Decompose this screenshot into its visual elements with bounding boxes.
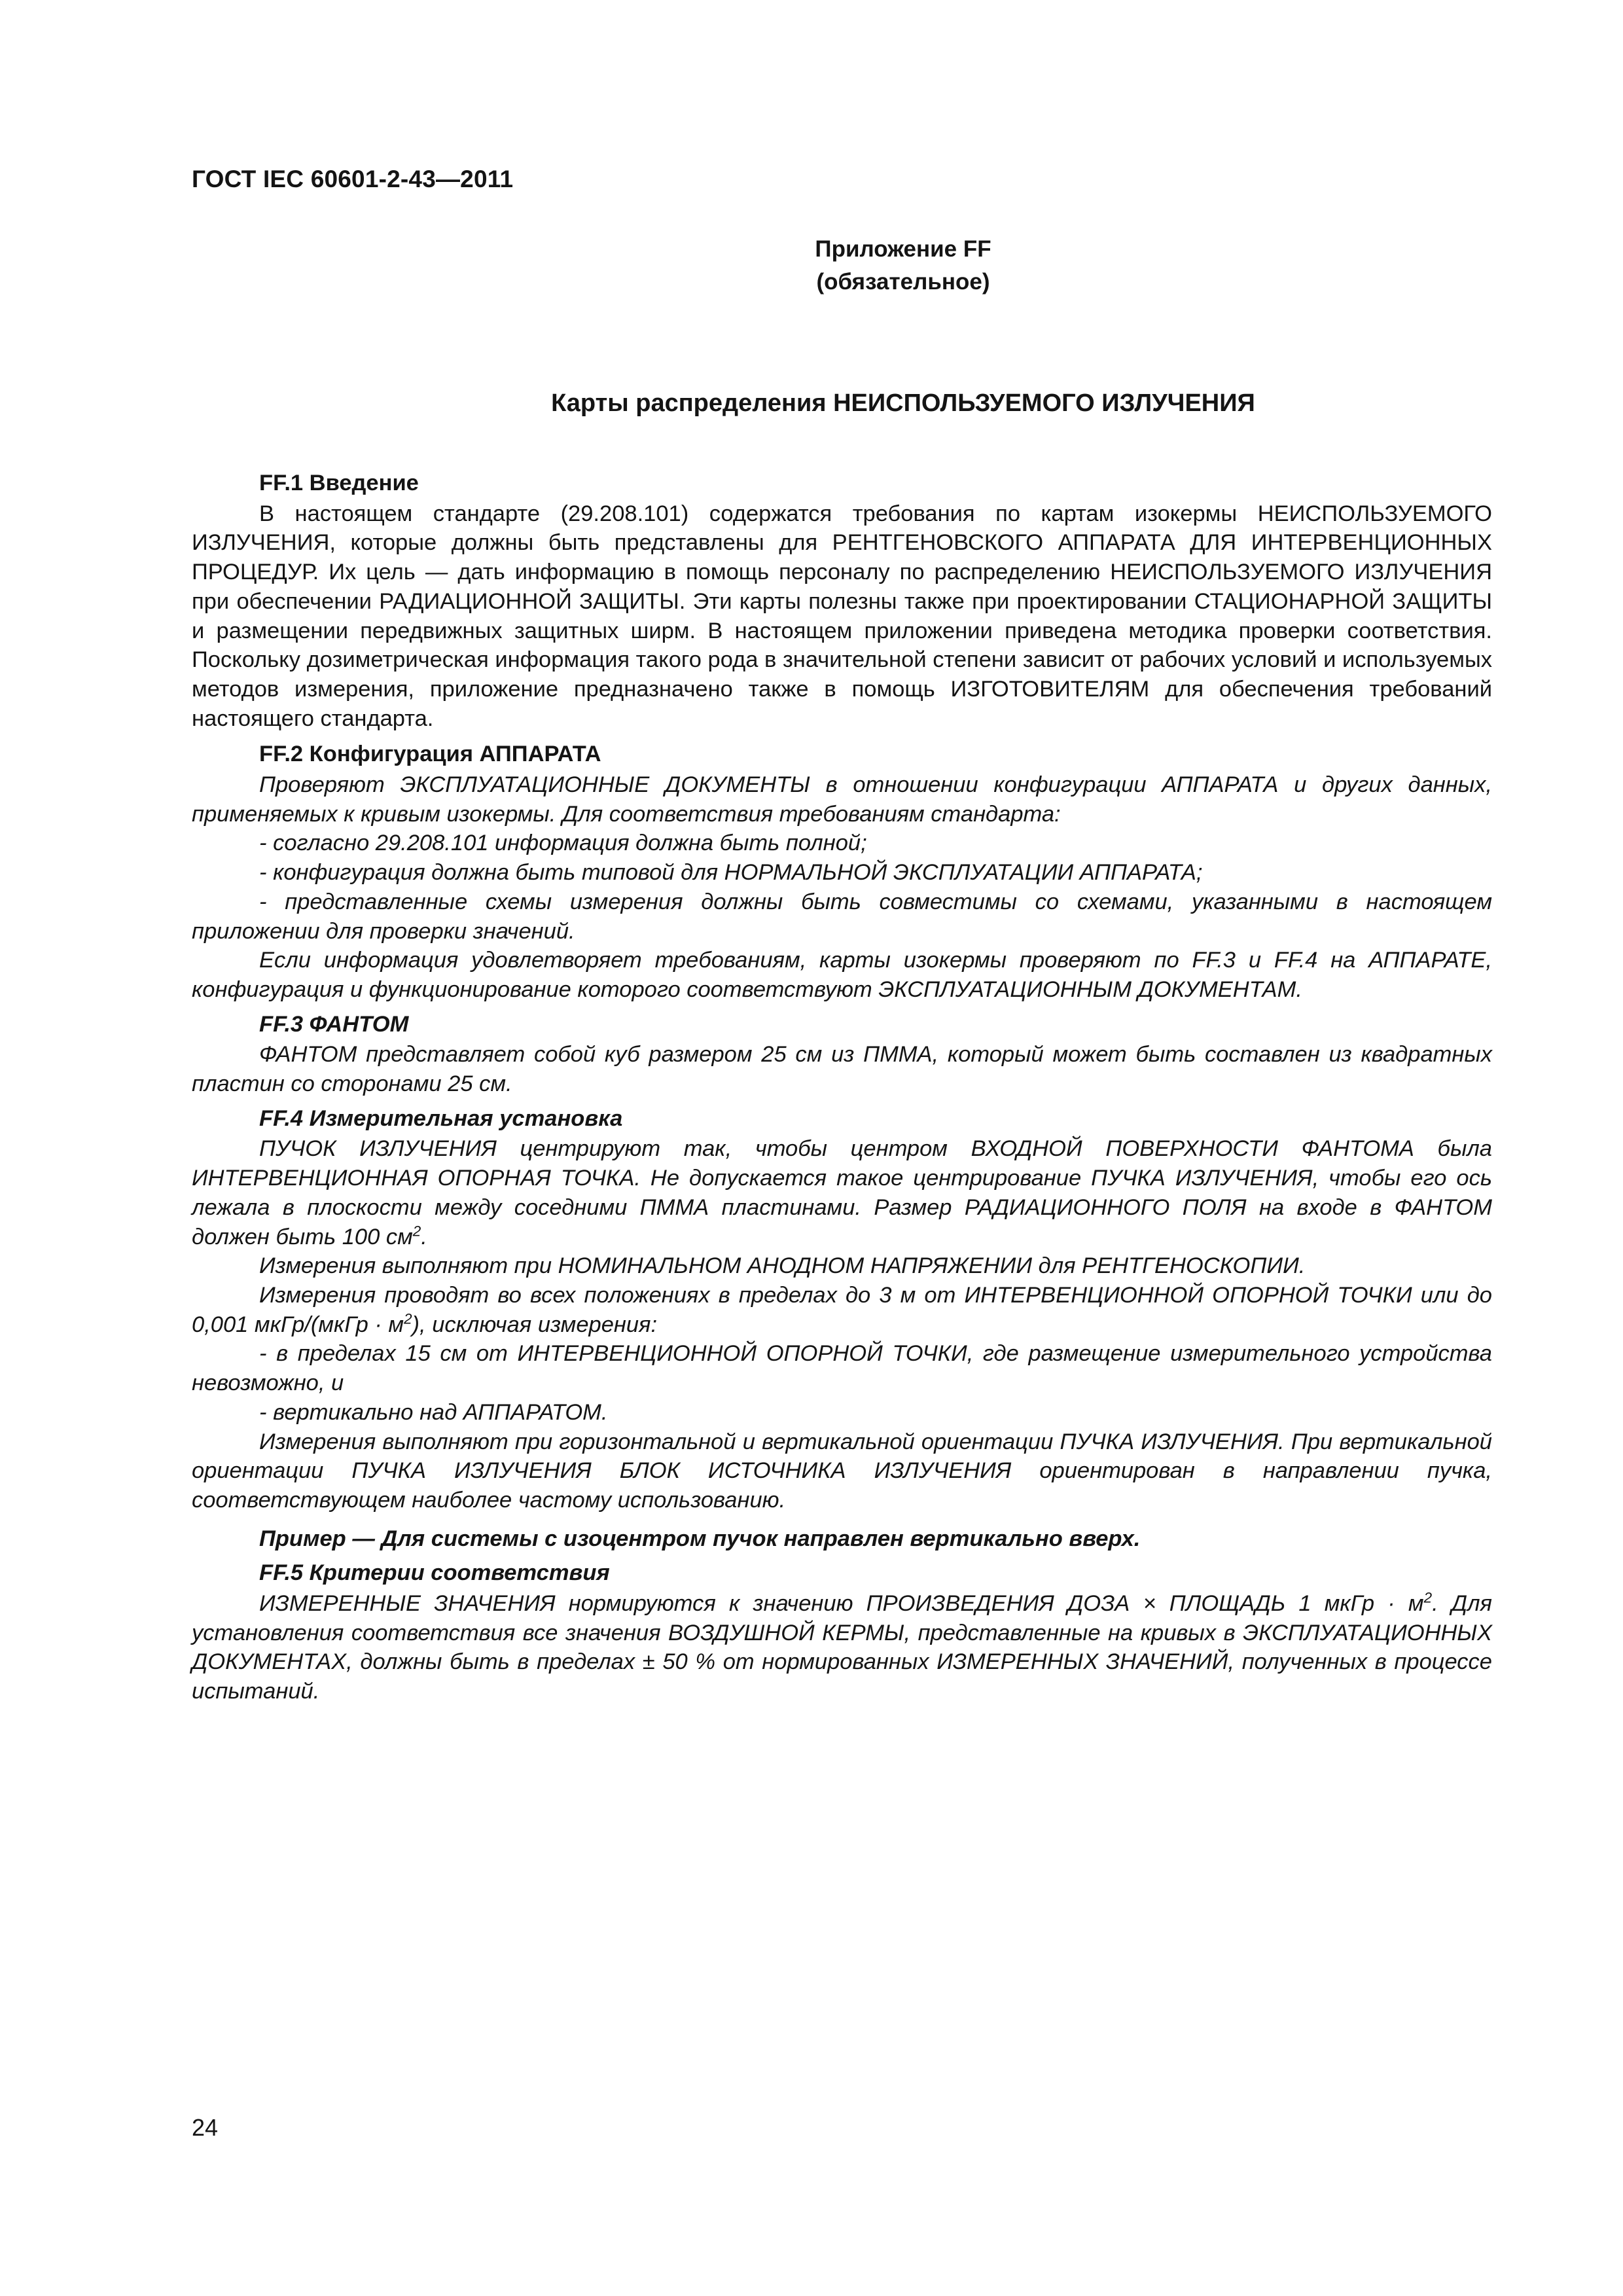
paragraph-ff5-text: ИЗМЕРЕННЫЕ ЗНАЧЕНИЯ нормируются к значению ПРОИЗВЕДЕНИЯ ДОЗА × ПЛОЩАДЬ 1 мкГр · м	[259, 1591, 1424, 1617]
example-note: Пример — Для системы с изоцентром пучок направлен вертикально вверх.	[259, 1526, 1141, 1551]
list-item: - в пределах 15 см от ИНТЕРВЕНЦИОННОЙ ОПОРНОЙ ТОЧКИ, где размещение измерительного устройства невозможно, и	[192, 1341, 1492, 1396]
paragraph-ff4-1-text: ПУЧОК ИЗЛУЧЕНИЯ центрируют так, чтобы центром ВХОДНОЙ ПОВЕРХНОСТИ ФАНТОМА была ИНТЕРВЕНЦИОННАЯ ОПОРНАЯ ТОЧКА. Не допускается такое центрирование ПУЧКА ИЗЛУЧЕНИЯ, чтобы его ось лежала в плоскости между соседними ПММА пластинами. Размер РАДИАЦИОННОГО ПОЛЯ на входе в ФАНТОМ должен быть 100 см	[192, 1136, 1492, 1249]
paragraph-ff4-3-end: ), исключая измерения:	[412, 1312, 658, 1337]
section-heading-ff3: FF.3 ФАНТОМ	[259, 1011, 409, 1037]
paragraph-ff2-outro: Если информация удовлетворяет требованиям, карты изокермы проверяют по FF.3 и FF.4 на АППАРАТЕ, конфигурация и функционирование которого соответствуют ЭКСПЛУАТАЦИОННЫМ ДОКУМЕНТАМ.	[192, 948, 1492, 1002]
superscript: 2	[412, 1223, 421, 1240]
paragraph-ff2-intro: Проверяют ЭКСПЛУАТАЦИОННЫЕ ДОКУМЕНТЫ в отношении конфигурации АППАРАТА и других данных, применяемых к кривым изокермы. Для соответствия требованиям стандарта:	[192, 772, 1492, 827]
paragraph-ff5-end: . Для установления соответствия все значения ВОЗДУШНОЙ КЕРМЫ, представленные на кривых в ЭКСПЛУАТАЦИОННЫХ ДОКУМЕНТАХ, должны быть в пределах ± 50 % от нормированных ИЗМЕРЕННЫХ ЗНАЧЕНИЙ, полученных в процессе испытаний.	[192, 1591, 1492, 1704]
list-item: - согласно 29.208.101 информация должна быть полной;	[259, 831, 867, 856]
paragraph-ff4-3	[192, 1281, 1492, 1339]
paragraph-ff3: ФАНТОМ представляет собой куб размером 25 см из ПММА, который может быть составлен из квадратных пластин со сторонами 25 см.	[192, 1042, 1492, 1097]
paragraph-ff1: В настоящем стандарте (29.208.101) содержатся требования по картам изокермы НЕИСПОЛЬЗУЕМОГО ИЗЛУЧЕНИЯ, которые должны быть представлены для РЕНТГЕНОВСКОГО АППАРАТА ДЛЯ ИНТЕРВЕНЦИОННЫХ ПРОЦЕДУР. Их цель — дать информацию в помощь персоналу по распределению НЕИСПОЛЬЗУЕМОГО ИЗЛУЧЕНИЯ при обеспечении РАДИАЦИОННОЙ ЗАЩИТЫ. Эти карты полезны также при проектировании СТАЦИОНАРНОЙ ЗАЩИТЫ и размещении передвижных защитных ширм. В настоящем приложении приведена методика проверки соответствия. Поскольку дозиметрическая информация такого рода в значительной степени зависит от рабочих условий и используемых методов измерения, приложение предназначено также в помощь ИЗГОТОВИТЕЛЯМ для обеспечения требований настоящего стандарта.	[192, 501, 1492, 731]
appendix-label: Приложение FF	[815, 236, 991, 262]
appendix-title: Карты распределения НЕИСПОЛЬЗУЕМОГО ИЗЛУЧЕНИЯ	[551, 389, 1255, 417]
section-heading-ff1: FF.1 Введение	[259, 471, 419, 495]
document-code: ГОСТ IEC 60601-2-43—2011	[192, 166, 514, 192]
superscript: 2	[1423, 1589, 1433, 1606]
paragraph-ff4-1-end: .	[421, 1224, 427, 1249]
section-heading-ff4: FF.4 Измерительная установка	[259, 1105, 623, 1131]
section-heading-ff5: FF.5 Критерии соответствия	[259, 1560, 610, 1586]
appendix-status: (обязательное)	[816, 269, 990, 295]
list-item: - представленные схемы измерения должны быть совместимы со схемами, указанными в настоящем приложении для проверки значений.	[192, 889, 1492, 944]
section-heading-ff2: FF.2 Конфигурация АППАРАТА	[259, 742, 601, 767]
superscript: 2	[404, 1310, 412, 1327]
paragraph-ff4-1	[192, 1134, 1492, 1251]
page-number: 24	[192, 2114, 219, 2141]
list-item: - вертикально над АППАРАТОМ.	[259, 1399, 608, 1425]
paragraph-ff5	[192, 1589, 1492, 1706]
list-item: - конфигурация должна быть типовой для НОРМАЛЬНОЙ ЭКСПЛУАТАЦИИ АППАРАТА;	[259, 860, 1203, 886]
paragraph-ff4-2: Измерения выполняют при НОМИНАЛЬНОМ АНОДНОМ НАПРЯЖЕНИИ для РЕНТГЕНОСКОПИИ.	[259, 1253, 1306, 1279]
document-body	[192, 466, 1492, 1706]
paragraph-ff4-4: Измерения выполняют при горизонтальной и вертикальной ориентации ПУЧКА ИЗЛУЧЕНИЯ. При вертикальной ориентации ПУЧКА ИЗЛУЧЕНИЯ БЛОК ИСТОЧНИКА ИЗЛУЧЕНИЯ ориентирован в направлении пучка, соответствующем наиболее частому использованию.	[192, 1429, 1492, 1513]
paragraph-ff4-3-text: Измерения проводят во всех положениях в пределах до 3 м от ИНТЕРВЕНЦИОННОЙ ОПОРНОЙ ТОЧКИ или до 0,001 мкГр/(мкГр · м	[192, 1282, 1492, 1337]
